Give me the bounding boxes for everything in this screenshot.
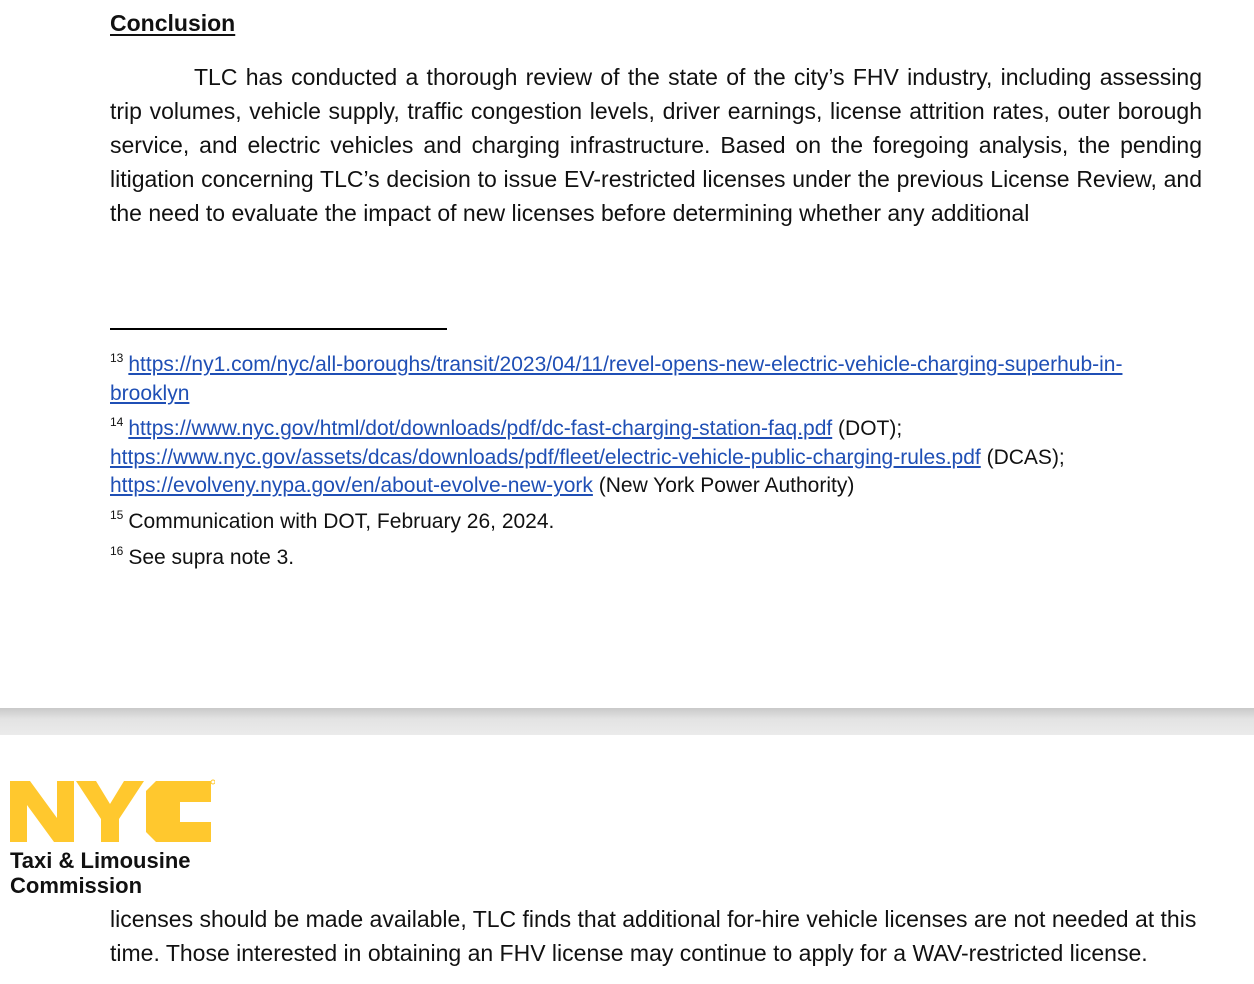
footnotes (110, 344, 1220, 572)
nyc-tlc-logo (10, 778, 215, 898)
footnote-number: 13 (110, 351, 124, 365)
footnote-16 (110, 537, 1220, 573)
continued-line-2: time. Those interested in obtaining an FHV license may continue to apply for a WAV-restricted license. (110, 940, 1148, 966)
nyc-logo-mark (10, 778, 215, 848)
footnote-number: 15 (110, 507, 124, 522)
footnote-14-link-dot[interactable]: https://www.nyc.gov/html/dot/downloads/pdf/dc-fast-charging-station-faq.pdf (128, 417, 833, 441)
footnote-13-link-continued[interactable]: brooklyn (110, 381, 190, 405)
footnote-16-text: See supra note 3. (128, 545, 295, 569)
footnote-14-line2 (110, 444, 1220, 473)
logo-text-line1: Taxi & Limousine (10, 848, 191, 873)
footnote-number: 14 (110, 415, 124, 430)
footnote-15 (110, 501, 1220, 537)
continued-line-1: licenses should be made available, TLC finds that additional for-hire vehicle licenses are not needed at this (110, 906, 1197, 932)
footnote-14-link-dcas[interactable]: https://www.nyc.gov/assets/dcas/downloads/pdf/fleet/electric-vehicle-public-charging-rules.pdf (110, 445, 981, 469)
conclusion-paragraph (110, 60, 1202, 230)
conclusion-paragraph-text: TLC has conducted a thorough review of the state of the city’s FHV industry, including assessing trip volumes, vehicle supply, traffic congestion levels, driver earnings, license attrition rates, outer borough service, and electric vehicles and charging infrastructure. Based on the foregoing analysis, the pending litigation concerning TLC’s decision to issue EV-restricted licenses under the previous License Review, and the need to evaluate the impact of new licenses before determining whether any additional (110, 64, 1202, 226)
footnote-14-source-dcas: (DCAS); (980, 445, 1065, 469)
footnote-14 (110, 408, 1220, 444)
section-heading: Conclusion (110, 10, 236, 36)
footnote-15-text: Communication with DOT, February 26, 2024. (128, 509, 555, 533)
footnote-13 (110, 344, 1220, 380)
footnote-13-link[interactable]: https://ny1.com/nyc/all-boroughs/transit/2023/04/11/revel-opens-new-electric-vehicle-charging-superhub-in- (128, 353, 1123, 376)
continued-paragraph (110, 902, 1210, 970)
footnote-14-source-nypa: (New York Power Authority) (592, 474, 855, 498)
footnote-14-source-dot: (DOT); (832, 417, 903, 441)
footnote-13-continuation (110, 380, 1220, 409)
footnote-separator (110, 328, 447, 330)
footnote-number: 16 (110, 543, 124, 558)
logo-text-line2: Commission (10, 873, 143, 898)
footnote-14-line3 (110, 472, 1220, 501)
page-break-gap (0, 708, 1254, 735)
footnote-14-link-nypa[interactable]: https://evolveny.nypa.gov/en/about-evolve-new-york (110, 474, 593, 498)
